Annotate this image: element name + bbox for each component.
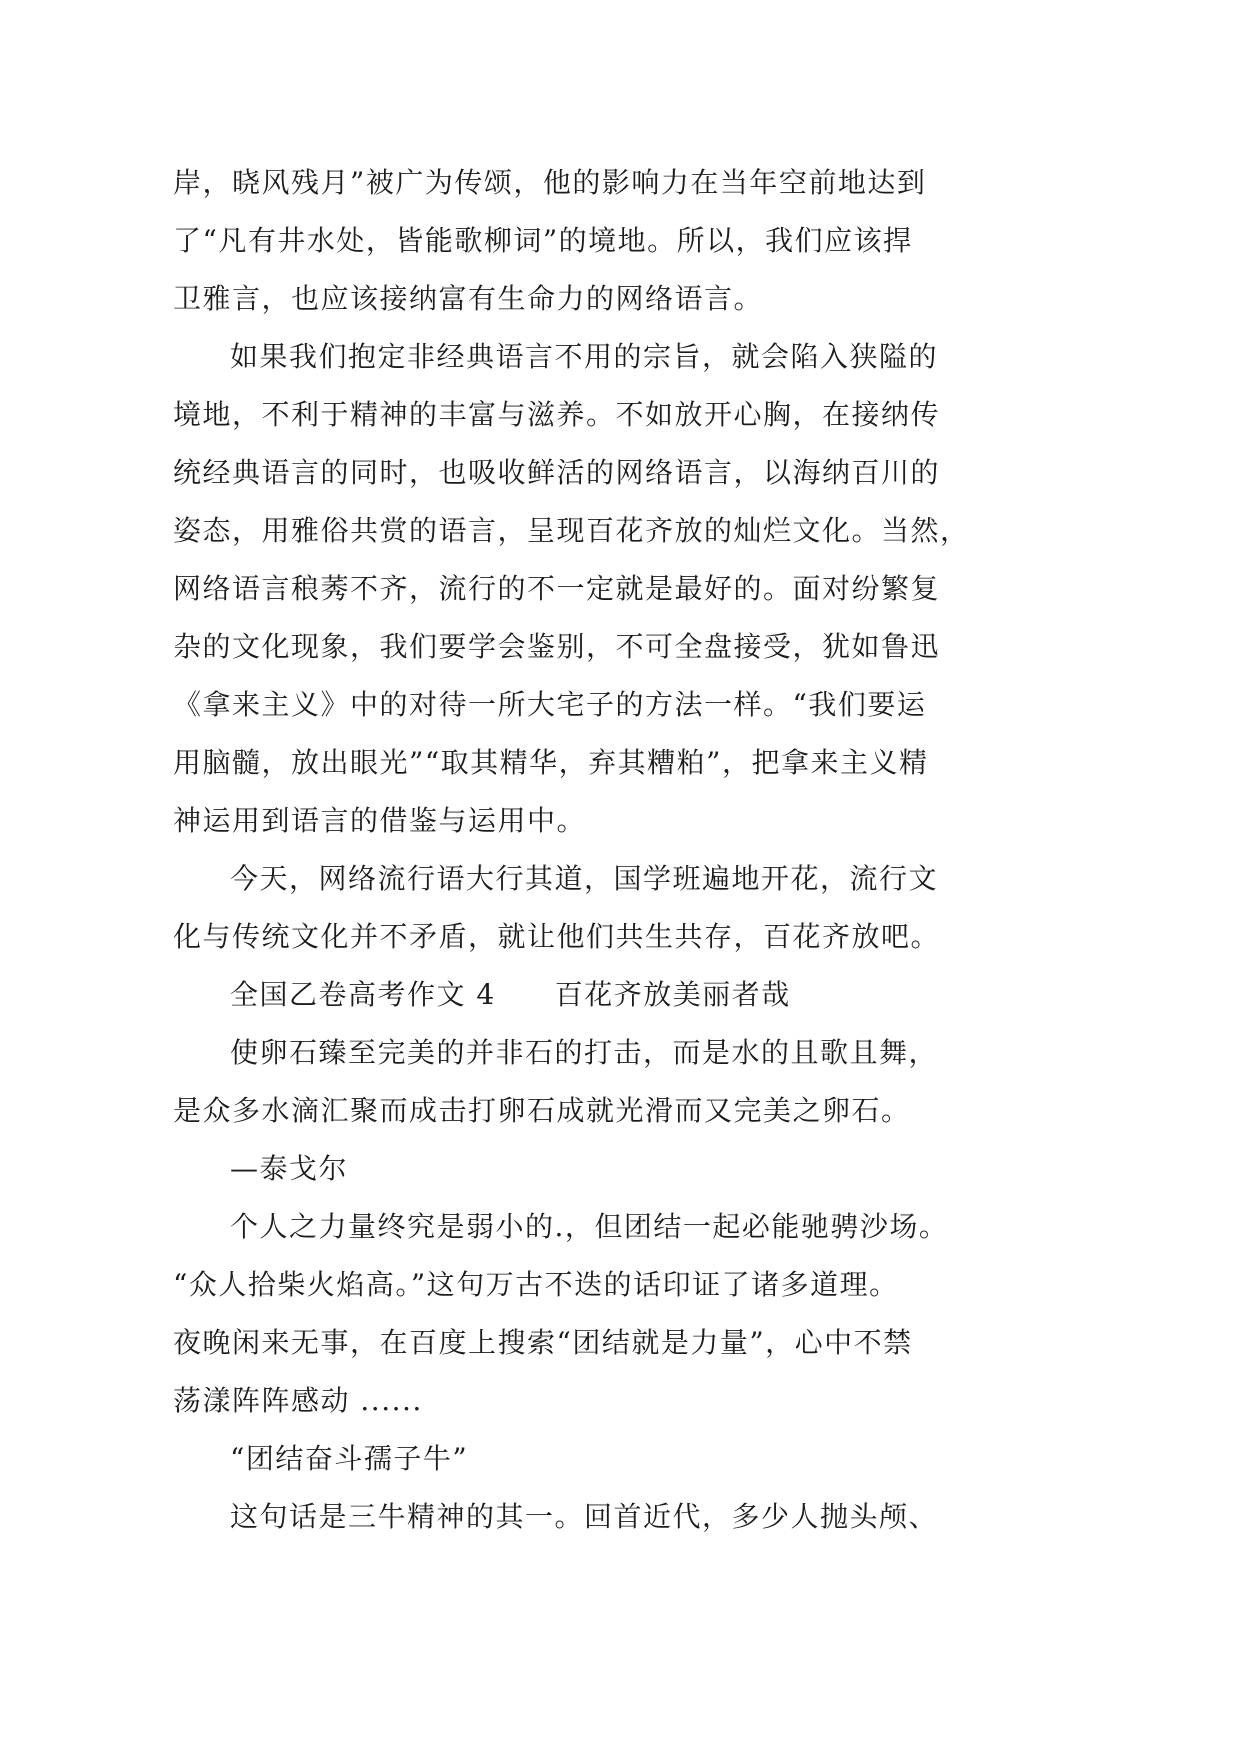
text-line: 境地，不利于精神的丰富与滋养。不如放开心胸，在接纳传 (173, 398, 941, 431)
text-line: 夜晚闲来无事，在百度上搜索“团结就是力量”，心中不禁 (173, 1326, 913, 1359)
text-line: 了“凡有井水处，皆能歌柳词”的境地。所以，我们应该捍 (173, 224, 913, 257)
text-line: 《拿来主义》中的对待一所大宅子的方法一样。“我们要运 (173, 688, 927, 721)
text-line: 如果我们抱定非经典语言不用的宗旨，就会陷入狭隘的 (230, 340, 939, 373)
text-line: 化与传统文化并不矛盾，就让他们共生共存，百花齐放吧。 (173, 920, 941, 953)
text-line: 网络语言稂莠不齐，流行的不一定就是最好的。面对纷繁复 (173, 572, 941, 605)
text-line: 统经典语言的同时，也吸收鲜活的网络语言，以海纳百川的 (173, 456, 941, 489)
text-line: 荡漾阵阵感动 ...... (173, 1384, 423, 1417)
text-line: —泰戈尔 (230, 1152, 349, 1185)
epigraph (173, 1024, 1241, 1140)
text-line: 用脑髓，放出眼光”“取其精华，弃其糟粕”，把拿来主义精 (173, 746, 929, 779)
text-line: 今天，网络流行语大行其道，国学班遍地开花，流行文 (230, 862, 939, 895)
text-line: 这句话是三牛精神的其一。回首近代，多少人抛头颅、 (230, 1500, 939, 1533)
text-line: 使卵石臻至完美的并非石的打击，而是水的且歌且舞， (230, 1036, 939, 1069)
text-line: 姿态，用雅俗共赏的语言，呈现百花齐放的灿烂文化。当然， (173, 514, 970, 547)
essay-heading (173, 966, 1241, 1024)
section-subheading (173, 1430, 1241, 1488)
text-line: 个人之力量终究是弱小的.，但团结一起必能驰骋沙场。 (230, 1210, 949, 1243)
text-line: 卫雅言，也应该接纳富有生命力的网络语言。 (173, 282, 764, 315)
quote-attribution (173, 1140, 1241, 1198)
text-line: 杂的文化现象，我们要学会鉴别，不可全盘接受，犹如鲁迅 (173, 630, 941, 663)
text-line: 是众多水滴汇聚而成击打卵石成就光滑而又完美之卵石。 (173, 1094, 911, 1127)
text-line: “众人拾柴火焰高。”这句万古不迭的话印证了诸多道理。 (173, 1268, 899, 1301)
text-line: 岸，晓风残月”被广为传颂，他的影响力在当年空前地达到 (173, 166, 927, 199)
text-line: 神运用到语言的借鉴与运用中。 (173, 804, 587, 837)
essay-heading-text: 全国乙卷高考作文 4 百花齐放美丽者哉 (230, 978, 791, 1011)
paragraph (173, 328, 1241, 850)
paragraph (173, 154, 1241, 328)
paragraph (173, 1488, 1241, 1546)
text-line: “团结奋斗孺子牛” (230, 1442, 469, 1475)
paragraph (173, 850, 1241, 966)
paragraph (173, 1198, 1241, 1430)
